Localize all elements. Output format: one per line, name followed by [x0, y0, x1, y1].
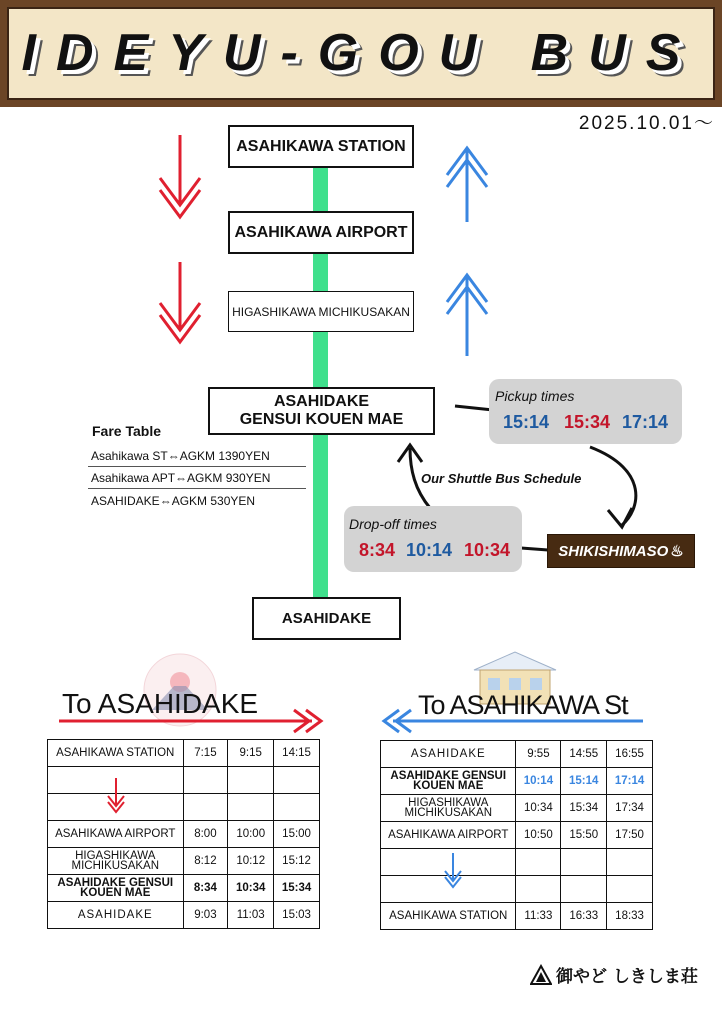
table-row [48, 740, 320, 767]
time-cell: 15:34 [274, 875, 320, 902]
time-cell: 8:34 [183, 875, 228, 902]
stop-line2: KOUEN MAE [413, 780, 484, 792]
stop-line1: ASAHIDAKE GENSUI [57, 877, 174, 889]
fare-row: Asahikawa APT⇔AGKM 930YEN [88, 467, 306, 489]
stop-cell: ASAHIKAWA STATION [381, 903, 516, 930]
time-cell: 16:55 [607, 741, 653, 768]
time-cell: 15:14 [561, 768, 607, 795]
pickup-bubble [489, 379, 682, 444]
stop-line2: MICHIKUSAKAN [404, 807, 493, 819]
time-cell: 10:34 [228, 875, 274, 902]
empty-cell [516, 849, 561, 876]
stop-cell: ASAHIDAKE [48, 902, 184, 929]
time-cell: 8:12 [183, 848, 228, 875]
red-right-arrow-icon [57, 708, 327, 734]
pickup-time: 15:14 [503, 412, 550, 432]
time-cell: 10:00 [228, 821, 274, 848]
stop-cell [48, 848, 184, 875]
empty-cell [607, 849, 653, 876]
time-cell: 15:03 [274, 902, 320, 929]
pickup-time: 15:34 [564, 412, 611, 432]
time-cell: 16:33 [561, 903, 607, 930]
dropoff-label: Drop-off times [349, 516, 437, 532]
dropoff-time: 10:14 [406, 540, 453, 560]
stop-line1: HIGASHIKAWA [408, 797, 489, 809]
time-cell: 15:00 [274, 821, 320, 848]
fare-title: Fare Table [92, 423, 161, 439]
stop-line1: ASAHIDAKE GENSUI [390, 770, 507, 782]
to-asahidake-table [47, 739, 320, 929]
empty-cell [607, 876, 653, 903]
time-cell: 9:15 [228, 740, 274, 767]
time-cell: 11:33 [516, 903, 561, 930]
time-cell: 17:34 [607, 795, 653, 822]
time-cell: 10:34 [516, 795, 561, 822]
empty-cell [561, 849, 607, 876]
table-row [48, 794, 320, 821]
empty-cell [274, 794, 320, 821]
pickup-label: Pickup times [495, 388, 575, 404]
empty-cell [516, 876, 561, 903]
dropoff-bubble [344, 506, 522, 572]
table-row [381, 876, 653, 903]
to-asahikawa-table [380, 740, 653, 930]
stop-label: ASAHIKAWA AIRPORT [234, 223, 408, 241]
table-row [381, 822, 653, 849]
time-cell: 10:14 [516, 768, 561, 795]
time-cell: 15:50 [561, 822, 607, 849]
stop-line2: MICHIKUSAKAN [71, 860, 160, 872]
time-cell: 10:12 [228, 848, 274, 875]
hot-spring-icon: ♨ [670, 543, 684, 560]
time-cell: 9:55 [516, 741, 561, 768]
stop-line2: KOUEN MAE [80, 887, 151, 899]
arrow-cell [381, 849, 516, 876]
stop-cell [381, 768, 516, 795]
table-row [48, 821, 320, 848]
table-row [48, 875, 320, 902]
empty-cell [228, 794, 274, 821]
red-down-arrow-icon [106, 776, 126, 816]
red-down-arrow-icon [160, 135, 200, 217]
stop-label: HIGASHIKAWA MICHIKUSAKAN [232, 304, 410, 319]
blue-down-arrow-icon [443, 851, 463, 891]
fare-row: ASAHIDAKE⇔AGKM 530YEN [91, 494, 256, 508]
table-row [48, 767, 320, 794]
empty-cell [228, 767, 274, 794]
table-row [381, 795, 653, 822]
mountain-logo-icon [530, 964, 552, 986]
stop-line1: HIGASHIKAWA [75, 850, 156, 862]
stop-label-line2: GENSUI KOUEN MAE [239, 411, 404, 428]
table-row [381, 849, 653, 876]
time-cell: 14:55 [561, 741, 607, 768]
page-title: IDEYU-GOU BUS [21, 24, 701, 82]
empty-cell [183, 767, 228, 794]
empty-cell [183, 794, 228, 821]
time-cell: 7:15 [183, 740, 228, 767]
time-cell: 9:03 [183, 902, 228, 929]
dropoff-time: 10:34 [464, 540, 511, 560]
table-row [381, 903, 653, 930]
table-row [48, 848, 320, 875]
time-cell: 15:34 [561, 795, 607, 822]
time-cell: 10:50 [516, 822, 561, 849]
stop-label: ASAHIDAKE [281, 610, 372, 627]
pickup-time: 17:14 [622, 412, 669, 432]
hotel-label [547, 534, 695, 568]
stop-cell [48, 875, 184, 902]
hotel-name: SHIKISHIMASO [558, 542, 669, 560]
time-cell: 17:50 [607, 822, 653, 849]
time-cell: 11:03 [228, 902, 274, 929]
hotel-logo [530, 962, 698, 987]
empty-cell [274, 767, 320, 794]
table-row [381, 741, 653, 768]
stop-cell: ASAHIKAWA STATION [48, 740, 184, 767]
fare-row: Asahikawa ST⇔AGKM 1390YEN [88, 445, 306, 467]
stop-cell: ASAHIDAKE [381, 741, 516, 768]
time-cell: 8:00 [183, 821, 228, 848]
to-asahikawa-title: To ASAHIKAWA St [418, 690, 628, 720]
shuttle-schedule-label: Our Shuttle Bus Schedule [421, 471, 582, 486]
table-row [381, 768, 653, 795]
time-cell: 15:12 [274, 848, 320, 875]
red-down-arrow-icon [160, 262, 200, 342]
stop-label: ASAHIKAWA STATION [236, 137, 406, 155]
time-cell: 17:14 [607, 768, 653, 795]
stop-label-line1: ASAHIDAKE [273, 393, 370, 410]
stop-cell [381, 795, 516, 822]
blue-up-arrow-icon [447, 275, 487, 356]
stop-cell: ASAHIKAWA AIRPORT [381, 822, 516, 849]
blue-up-arrow-icon [447, 148, 487, 222]
time-cell: 14:15 [274, 740, 320, 767]
arrow-cell [48, 794, 184, 821]
time-cell: 18:33 [607, 903, 653, 930]
stop-cell: ASAHIKAWA AIRPORT [48, 821, 184, 848]
empty-cell [561, 876, 607, 903]
to-asahidake-title: To ASAHIDAKE [62, 688, 259, 719]
table-row [48, 902, 320, 929]
logo-text: 御やど しきしま荘 [556, 967, 698, 987]
effective-date: 2025.10.01～ [578, 113, 715, 134]
dropoff-time: 8:34 [359, 540, 396, 560]
